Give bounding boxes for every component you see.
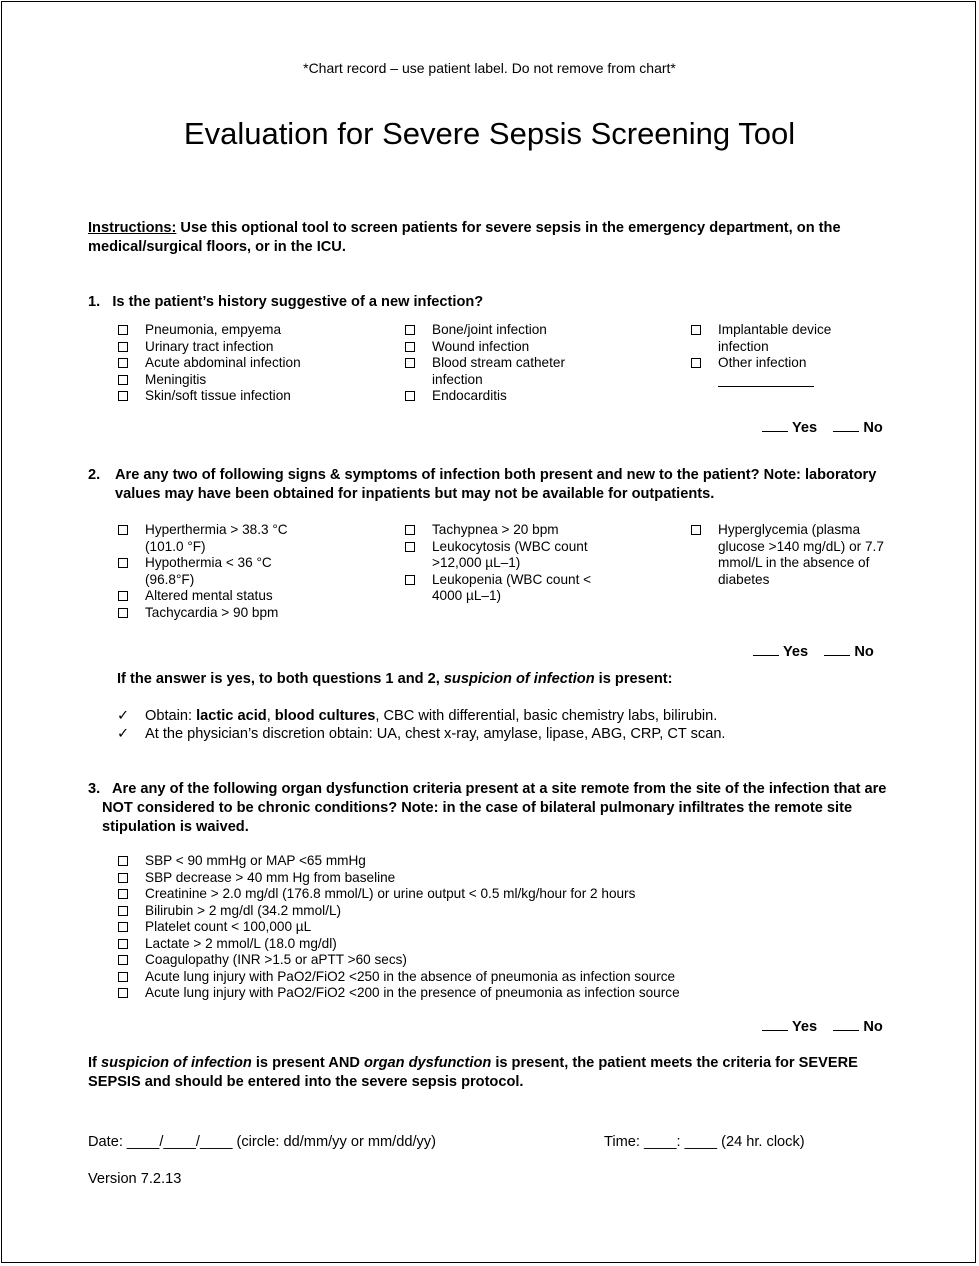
checkbox-item[interactable]: Altered mental status <box>117 588 317 605</box>
checkbox-item[interactable]: Blood stream catheter infection <box>404 355 604 388</box>
q2-yes-no <box>753 643 874 660</box>
q1-yes-no <box>762 419 883 436</box>
checkbox-icon[interactable] <box>118 391 128 401</box>
question-1-number: 1. <box>88 294 101 310</box>
q2-column-2 <box>404 522 614 605</box>
question-3 <box>88 780 898 837</box>
yes-blank[interactable] <box>762 419 788 432</box>
checkbox-icon[interactable] <box>405 575 415 585</box>
checkbox-icon[interactable] <box>118 558 128 568</box>
no-blank[interactable] <box>833 419 859 432</box>
q1-column-3 <box>690 322 865 391</box>
checkbox-icon[interactable] <box>118 358 128 368</box>
checkbox-icon[interactable] <box>118 342 128 352</box>
document-title: Evaluation for Severe Sepsis Screening Tool <box>183 116 796 151</box>
checkbox-item[interactable]: Skin/soft tissue infection <box>117 388 377 405</box>
checkbox-item[interactable]: Leukopenia (WBC count < 4000 µL–1) <box>404 572 614 605</box>
checkbox-icon[interactable] <box>118 988 128 998</box>
yes-label: Yes <box>783 644 809 660</box>
instructions <box>88 219 898 257</box>
checkbox-item[interactable]: Coagulopathy (INR >1.5 or aPTT >60 secs) <box>117 952 897 969</box>
checkbox-item[interactable]: Leukocytosis (WBC count >12,000 µL–1) <box>404 539 614 572</box>
checkbox-icon[interactable] <box>691 358 701 368</box>
checkbox-icon[interactable] <box>118 889 128 899</box>
checkbox-item[interactable]: Meningitis <box>117 372 377 389</box>
severe-sepsis-conclusion: If suspicion of infection is present AND organ dysfunction is present, the patient meets the criteria for SEVERE SEPSIS and should be entered into the severe sepsis protocol. <box>88 1055 858 1090</box>
checkbox-icon[interactable] <box>118 591 128 601</box>
checkbox-icon[interactable] <box>118 939 128 949</box>
checkbox-item[interactable]: Implantable device infection <box>690 322 865 355</box>
discretion-item: ✓ At the physician’s discretion obtain: UA, chest x-ray, amylase, lipase, ABG, CRP, CT scan. <box>117 726 726 742</box>
question-3-text: Are any of the following organ dysfunction criteria present at a site remote from the site of the infection that are NOT considered to be chronic conditions? Note: in the case of bilateral pulmonary infiltrates the remote site stipulation is waived. <box>102 781 887 835</box>
checkbox-icon[interactable] <box>118 906 128 916</box>
yes-blank[interactable] <box>753 643 779 656</box>
question-1 <box>88 293 898 312</box>
no-label: No <box>854 644 874 660</box>
other-infection-blank[interactable] <box>718 372 814 387</box>
checkbox-item[interactable]: Acute abdominal infection <box>117 355 377 372</box>
obtain-labs-item: ✓ Obtain: lactic acid, blood cultures, CBC with differential, basic chemistry labs, bilirubin. <box>117 708 718 724</box>
checkbox-item[interactable]: Lactate > 2 mmol/L (18.0 mg/dl) <box>117 936 897 953</box>
checkbox-item[interactable]: Hypothermia < 36 °C (96.8°F) <box>117 555 317 588</box>
time-field[interactable]: Time: ____: ____ (24 hr. clock) <box>604 1134 805 1150</box>
q3-yes-no <box>762 1018 883 1035</box>
checkbox-icon[interactable] <box>405 358 415 368</box>
version-label: Version 7.2.13 <box>88 1171 182 1187</box>
checkbox-icon[interactable] <box>405 542 415 552</box>
q1-column-1 <box>117 322 377 405</box>
no-label: No <box>863 1019 883 1035</box>
checkbox-item[interactable]: Acute lung injury with PaO2/FiO2 <200 in the presence of pneumonia as infection source <box>117 985 897 1002</box>
checkbox-icon[interactable] <box>118 856 128 866</box>
instructions-label: Instructions: <box>88 220 177 236</box>
checkbox-item[interactable]: SBP decrease > 40 mm Hg from baseline <box>117 870 897 887</box>
suspicion-statement: If the answer is yes, to both questions 1 and 2, suspicion of infection is present: <box>117 671 673 687</box>
checkbox-item[interactable]: Tachypnea > 20 bpm <box>404 522 614 539</box>
checkbox-item[interactable]: Other infection <box>690 355 865 391</box>
checkbox-item[interactable]: Acute lung injury with PaO2/FiO2 <250 in the absence of pneumonia as infection source <box>117 969 897 986</box>
yes-label: Yes <box>792 1019 818 1035</box>
question-2-text: Are any two of following signs & symptoms of infection both present and new to the patient? Note: laboratory values may have been obtained for inpatients but may not be available for outpatients. <box>115 467 877 502</box>
q2-column-3 <box>690 522 900 588</box>
checkbox-icon[interactable] <box>405 325 415 335</box>
checkbox-item[interactable]: Hyperglycemia (plasma glucose >140 mg/dL) or 7.7 mmol/L in the absence of diabetes <box>690 522 900 588</box>
check-icon: ✓ <box>117 726 130 742</box>
suspicion-actions <box>117 707 907 743</box>
no-blank[interactable] <box>833 1018 859 1031</box>
checkbox-item[interactable]: Platelet count < 100,000 µL <box>117 919 897 936</box>
date-field[interactable]: Date: ____/____/____ (circle: dd/mm/yy or mm/dd/yy) <box>88 1134 436 1150</box>
checkbox-item[interactable]: Tachycardia > 90 bpm <box>117 605 317 622</box>
checkbox-item[interactable]: SBP < 90 mmHg or MAP <65 mmHg <box>117 853 897 870</box>
checkbox-item[interactable]: Bilirubin > 2 mg/dl (34.2 mmol/L) <box>117 903 897 920</box>
q1-column-2 <box>404 322 604 405</box>
yes-blank[interactable] <box>762 1018 788 1031</box>
no-label: No <box>863 420 883 436</box>
checkbox-icon[interactable] <box>118 325 128 335</box>
checkbox-item[interactable]: Endocarditis <box>404 388 604 405</box>
question-2 <box>88 466 888 504</box>
header-note: *Chart record – use patient label. Do not remove from chart* <box>303 60 676 76</box>
checkbox-icon[interactable] <box>118 873 128 883</box>
q3-criteria-list <box>117 853 897 1002</box>
no-blank[interactable] <box>824 643 850 656</box>
check-icon: ✓ <box>117 708 130 724</box>
checkbox-item[interactable]: Creatinine > 2.0 mg/dl (176.8 mmol/L) or urine output < 0.5 ml/kg/hour for 2 hours <box>117 886 897 903</box>
checkbox-item[interactable]: Bone/joint infection <box>404 322 604 339</box>
checkbox-icon[interactable] <box>691 325 701 335</box>
checkbox-icon[interactable] <box>118 375 128 385</box>
checkbox-item[interactable]: Urinary tract infection <box>117 339 377 356</box>
checkbox-icon[interactable] <box>118 608 128 618</box>
checkbox-icon[interactable] <box>118 955 128 965</box>
checkbox-icon[interactable] <box>691 525 701 535</box>
yes-label: Yes <box>792 420 818 436</box>
q2-column-1 <box>117 522 317 621</box>
question-2-number: 2. <box>88 467 101 483</box>
checkbox-item[interactable]: Wound infection <box>404 339 604 356</box>
checkbox-icon[interactable] <box>118 525 128 535</box>
question-1-text: Is the patient’s history suggestive of a new infection? <box>112 294 484 310</box>
question-3-number: 3. <box>88 781 101 797</box>
checkbox-icon[interactable] <box>405 391 415 401</box>
checkbox-icon[interactable] <box>405 342 415 352</box>
instructions-text: Use this optional tool to screen patients for severe sepsis in the emergency department, on the medical/surgical floors, or in the ICU. <box>88 220 841 255</box>
checkbox-icon[interactable] <box>118 972 128 982</box>
checkbox-icon[interactable] <box>405 525 415 535</box>
checkbox-icon[interactable] <box>118 922 128 932</box>
checkbox-item[interactable]: Pneumonia, empyema <box>117 322 377 339</box>
checkbox-item[interactable]: Hyperthermia > 38.3 °C (101.0 °F) <box>117 522 317 555</box>
